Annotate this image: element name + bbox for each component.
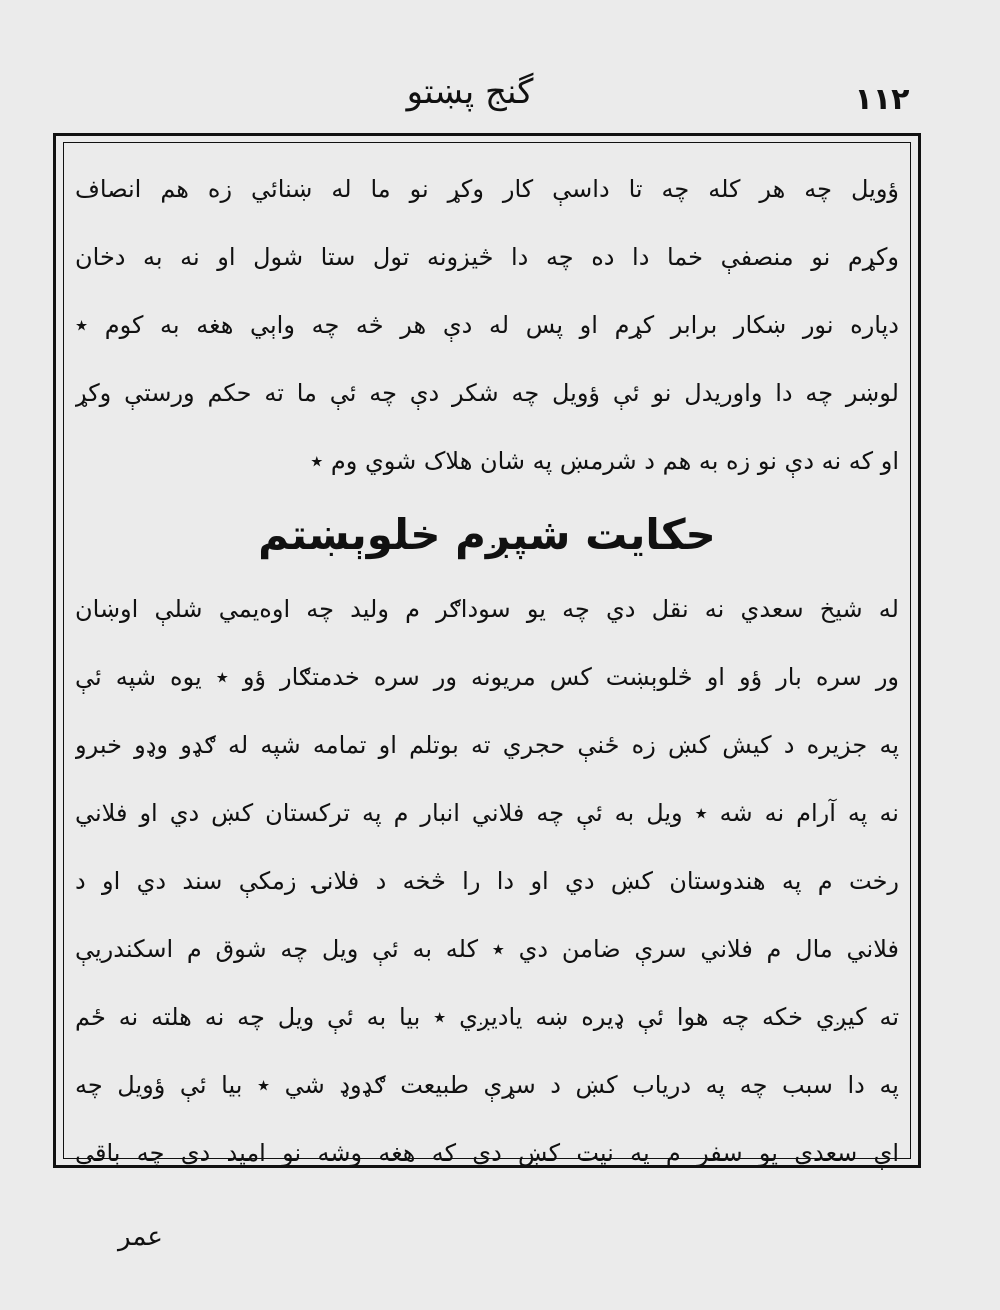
text-line: لوښر چه دا واوریدل نو ئې ؤویل چه شکر دې چه ئې ما ته حکم ورستې وکړ: [75, 379, 899, 407]
text-line: او که نه دې نو زه به هم د شرمښ په شان هلاک شوي وم ٭: [310, 447, 899, 475]
text-line: اې سعدي یو سفر م په نیت کښ دي که هغه وشه نو امید دي چه باقي: [75, 1139, 899, 1167]
text-line: نه په آرام نه شه ٭ ویل به ئې چه فلاني انبار م په ترکستان کښ دي او فلاني: [75, 799, 899, 827]
text-line: رخت م په هندوستان کښ دي او دا را څخه د فلانۍ زمکې سند دي او د: [75, 867, 899, 895]
text-block: [75, 155, 899, 1187]
text-line: ؤویل چه هر کله چه تا داسې کار وکړ نو ما له ښنائي زه هم انصاف: [75, 175, 899, 203]
section-heading: حکایت شپږم خلوېښتم: [258, 510, 716, 559]
text-line: دپاره نور ښکار برابر کړم او پس له دې هر څه چه واېي هغه به کوم ٭: [75, 311, 899, 339]
text-line: ور سره بار ؤو او څلوېښت کس مریونه ور سره خدمتګار ؤو ٭ یوه شپه ئې: [75, 663, 899, 691]
text-line: فلاني مال م فلاني سرې ضامن دي ٭ کله به ئې ویل چه شوق م اسکندریې: [75, 935, 899, 963]
text-line: له شیخ سعدي نه نقل دي چه یو سوداګر م ولید چه اوه‌یمي شلې اوښان: [75, 595, 899, 623]
paragraph-1: [75, 155, 899, 495]
text-line: ته کیږي خکه چه هوا ئې ډیره ښه یادیږي ٭ بیا به ئې ویل چه نه هلته نه ځم: [75, 1003, 899, 1031]
text-line: په دا سبب چه په دریاب کښ د سړې طبیعت ګډوډ شي ٭ بیا ئې ؤویل چه: [75, 1071, 899, 1099]
text-line: وکړم نو منصفې خما دا ده چه دا څیزونه تول ستا شول او نه به دخان: [75, 243, 899, 271]
paragraph-2: [75, 575, 899, 1187]
text-line: په جزیره د کیش کښ زه ځنې حجري ته بوتلم او تمامه شپه له ګډو وډو خبرو: [75, 731, 899, 759]
catchword: عمر: [118, 1222, 163, 1252]
page-number: ۱۱۲: [854, 82, 910, 117]
running-title: گنج پښتو: [406, 72, 534, 112]
